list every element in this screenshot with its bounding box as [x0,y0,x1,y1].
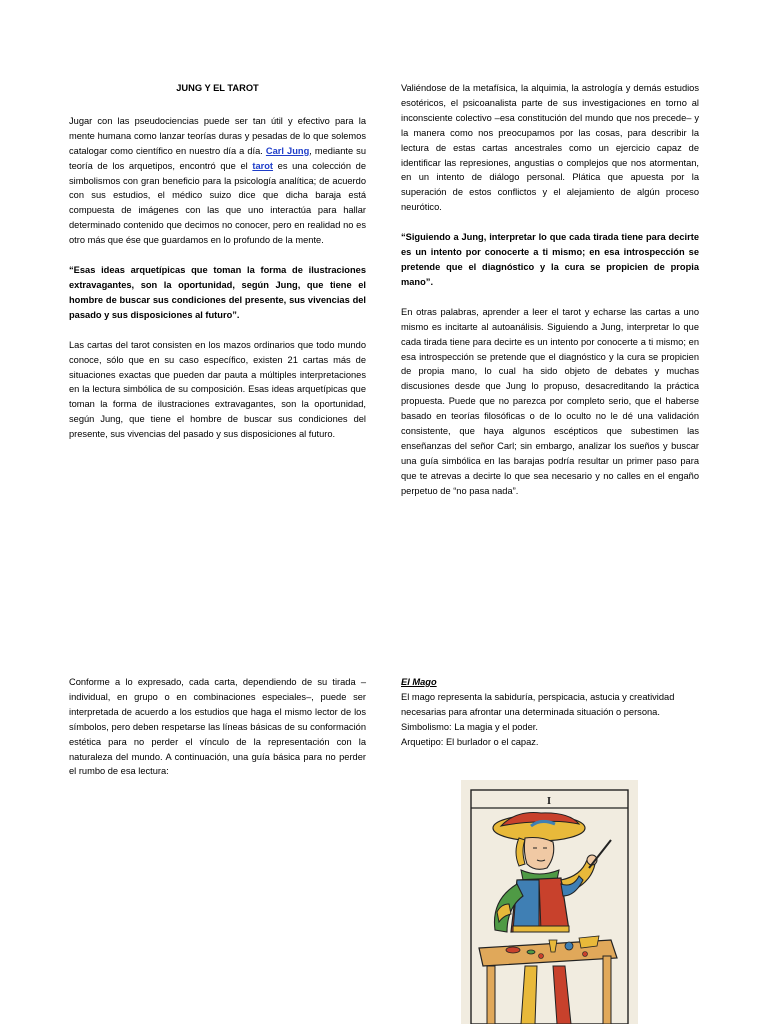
bottom-right-column [401,675,699,750]
magician-card-image [461,780,638,1024]
card-heading: El Mago [401,677,437,687]
intro-text-a: Jugar con las pseudociencias puede ser tan útil y efectivo para la mente humana como lanzar teorías duras y pesadas de lo que solemos catalogar como científico en nuestro día a día. [69,115,366,156]
card-description: El mago representa la sabiduría, perspicacia, astucia y creatividad necesarias para afrontar una determinada situación o persona. [401,692,675,717]
page-title: JUNG Y EL TAROT [176,83,259,93]
paragraph-cartas: Las cartas del tarot consisten en los mazos ordinarios que todo mundo conoce, sólo que en su caso específico, existen 21 cartas más de situaciones exactas que pueden dar pauta a múltiples interpretaciones en la lectura simbólica de su composición. Esas ideas arquetípicas que toman la forma de ilustraciones extravagantes, son la oportunidad, según Jung, que tiene el hombre de buscar sus condiciones del presente, sus vivencias del pasado y sus disposiciones al futuro. [69,339,366,440]
quote-siguiendo-jung: “Siguiendo a Jung, interpretar lo que cada tirada tiene para decirte es un intento por conocerte a ti mismo; en esa introspección se pretende que el diagnóstico y la cura se propicien de propia mano”. [401,232,699,287]
right-column [401,81,699,514]
quote-arquetipos: “Esas ideas arquetípicas que toman la forma de ilustraciones extravagantes, son la oportunidad, según Jung, que tiene el hombre de buscar sus condiciones del presente, sus vivencias del pasado y sus disposiciones al futuro”. [69,265,366,320]
tarot-link[interactable]: tarot [252,160,274,171]
left-column [69,81,366,457]
carl-jung-link[interactable]: Carl Jung [265,145,310,156]
intro-paragraph [69,114,366,248]
magician-card-illustration [461,780,638,1024]
intro-text-b: , mediante su teoría de los arquetipos, encontró que el [69,145,366,171]
card-archetype: Arquetipo: El burlador o el capaz. [401,736,539,747]
paragraph-otras-palabras: En otras palabras, aprender a leer el tarot y echarse las cartas a uno mismo es incitarte al autoanálisis. Siguiendo a Jung, interpretar lo que cada tirada tiene para decirte es un intento por conocerte a ti mismo; en esa introspección se pretende que el diagnóstico y la cura se propicien de propia mano, lo cual ha sido objeto de debates y muchas discusiones desde que Jung lo propuso, desacreditando la práctica propuesta. Puede que no parezca por completo serio, que el haberse basado en teorías filosóficas o de lo oculto no le dé una validación consistente, que haya algunos escépticos que subestimen las enseñanzas del señor Carl; sin embargo, analizar los sueños y buscar una guía simbólica en las barajas podría resultar un primer paso para que te atrevas a decirte lo que sea necesario y no calles en el engaño perpetuo de “no pasa nada”. [401,306,699,496]
intro-text-c: es una colección de simbolismos con gran beneficio para la psicología analítica; de acuerdo con sus estudios, el médico suizo dice que dicha baraja está compuesta de imágenes con las que uno interactúa para hallar determinado contenido que decimos no conocer, pero en realidad no es otro más que ése que guardamos en lo profundo de la mente. [69,160,366,246]
card-symbolism: Simbolismo: La magia y el poder. [401,721,538,732]
paragraph-metafisica: Valiéndose de la metafísica, la alquimia, la astrología y demás estudios esotéricos, el psicoanalista parte de sus investigaciones en torno al inconsciente colectivo –esa constitución del mundo que nos precede– y la manera como nos preocupamos por las cosas, para describir la lectura de estas cartas ancestrales como un ejercicio capaz de identificar las represiones, angustias o complejos que nos atormentan, en un intento de diálogo personal. Plática que apuesta por la superación de estos conflictos y el alejamiento de algún proceso neurótico. [401,83,699,213]
card-numeral: I [546,795,552,807]
paragraph-conforme: Conforme a lo expresado, cada carta, dependiendo de su tirada –individual, en grupo o en combinaciones especiales–, puede ser interpretada de acuerdo a los estudios que haga el mismo lector de los símbolos, pero deben respetarse las líneas básicas de su conformación estética para no perder el vínculo de la representación con la naturaleza del mundo. A continuación, una guía básica para no perder el rumbo de esa lectura: [69,677,366,777]
bottom-left-column [69,675,366,794]
